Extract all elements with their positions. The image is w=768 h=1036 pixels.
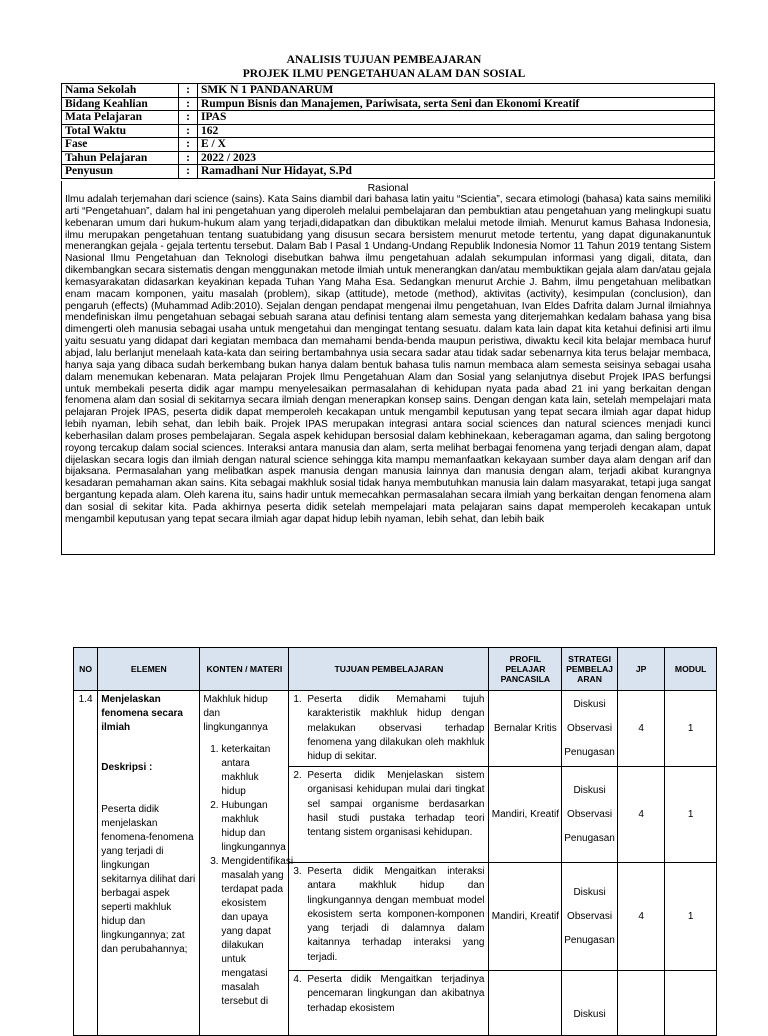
document-subtitle: PROJEK ILMU PENGETAHUAN ALAM DAN SOSIAL [242,68,526,80]
info-colon: : [179,138,198,152]
konten-cell [200,691,294,1036]
strategi-item: Diskusi [573,698,606,710]
header-strategi: STRATEGI PEMBELAJ ARAN [562,648,618,691]
tujuan-item: 3. Peserta didik Mengaitkan interaksi antara makhluk hidup dan lingkungannya dengan membuat model ekosistem serta komponen-komponen yang terjadi di dalamnya dalam kaitannya terhadap interaksi yang terjadi. [289,863,488,971]
info-key: Total Waktu [62,124,179,138]
jp-value: 4 [618,767,665,863]
modul-value: 1 [665,691,716,767]
strategi-item: Diskusi [573,886,606,898]
header-elemen: ELEMEN [98,648,200,691]
header-profil: PROFIL PELAJAR PANCASILA [489,648,562,691]
elemen-title: Menjelaskan fenomena secara ilmiah [101,694,183,733]
tujuan-item: 2. Peserta didik Menjelaskan sistem organisasi kehidupan mulai dari tingkat sel sampai organisme berdasarkan hasil studi pustaka terhadap teori tentang sistem organisasi kehidupan. [289,767,488,863]
strategi-item: Observasi [567,722,613,734]
strategi-group [562,863,617,971]
konten-item: 3. Mengidentifikasi masalah yang terdapat pada ekosistem dan upaya yang dapat dilakukan untuk mengatasi masalah tersebut di [221,855,285,1009]
strategi-item: Diskusi [573,784,606,796]
jp-cell [617,691,665,1036]
strategi-group [562,767,617,863]
strategi-item: Diskusi [573,1009,606,1020]
info-row [62,165,715,179]
info-key: Mata Pelajaran [62,111,179,125]
info-key: Nama Sekolah [62,84,179,98]
header-modul: MODUL [665,648,717,691]
elemen-cell [98,691,200,1036]
header-konten: KONTEN / MATERI [200,648,289,691]
rasional-text: Ilmu adalah terjemahan dari science (sains). Kata Sains diambil dari bahasa latin yaitu “Scientia”, secara etimologi (bahasa) kata sains memiliki arti “Pengetahuan”, dalam hal ini pengetahuan yang diperoleh melalui pembelajaran dan pembuktian atau pengetahuan yang melingkupi suatu kebenaran umum dari hukum-hukum alam yang terjadi,didapatkan dan dibuktikan melalui metode ilmiah. Menurut kamus Bahasa Indonesia, ilmu merupakan pengetahuan tentang suatubidang yang disusun secara bersistem menurut metode tertentu, yang dapat digunakanuntuk menerangkan gejala - gejala tertentu tersebut. Dalam Bab I Pasal 1 Undang-Undang Republik Indonesia Nomor 11 Tahun 2019 tentang Sistem Nasional Ilmu Pengetahuan dan Teknologi disebutkan bahwa ilmu pengetahuan adalah sekumpulan informasi yang digali, ditata, dan dikembangkan secara sistematis dengan menggunakan metode ilmiah untuk menerangkan dan/atau membuktikan gejala alam dan/atau gejala kemasyarakatan didasarkan keyakinan kepada Tuhan Yang Maha Esa. Sedangkan menurut Archie J. Bahm, ilmu pengetahuan melibatkan enam macam komponen, yaitu masalah (problem), sikap (attitude), metode (method), aktivitas (activity), kesimpulan (conclusion), dan pengaruh (effects) (Muhammad Adib:2010). Sejalan dengan pendapat mengenai ilmu pengetahuan, Ivan Eldes Dafrita dalam Jurnal ilmiahnya mendefiniskan ilmu pengetahuan sebagai sebuah sarana atau definisi tentang alam semesta yang diterjemahkan kedalam bahasa yang bisa dimengerti oleh manusia sebagai usaha untuk mengetahui dan mengingat tentang sesuatu. dalam kata lain dapat kita ketahui definisi arti ilmu yaitu sesuatu yang didapat dari kegiatan membaca dan memahami benda-benda maupun peristiwa, diwaktu kecil kita belajar membaca huruf abjad, lalu berlanjut menelaah kata-kata dan seiring bertambahnya usia secara sadar atau tidak sadar sebenarnya kita terus belajar membaca, hanya saja yang dibaca sudah berkembang bukan hanya dalam bentuk bahasa tulis namun membaca alam semesta seisinya sebagai usaha dalam menemukan kebenaran. Mata pelajaran Projek Ilmu Pengetahuan Alam dan Sosial yang selanjutnya disebut Projek IPAS berfungsi untuk membekali peserta didik agar mampu menyelesaikan permasalahan di kehidupan nyata pada abad 21 ini yang berkaitan dengan fenomena alam dan sosial di sekitarnya secara ilmiah dengan menerapkan konsep sains. Dengan dengan kata lain, setelah mempelajari mata pelajaran Projek IPAS, peserta didik dapat memperoleh kecakapan untuk mengambil keputusan yang tepat secara ilmiah agar dapat hidup lebih nyaman, lebih sehat, dan lebih baik. Projek IPAS merupakan integrasi antara social sciences dan natural sciences menjadi kunci keberhasilan dalam proses pembelajaran. Segala aspek kehidupan bersosial dalam kebhinekaan, keberagaman agama, dan saling bergotong royong tercakup dalam social sciences. Interaksi antara manusia dan alam, serta melihat berbagai fenomena yang terjadi dengan alam, dapat dijelaskan secara logis dan ilmiah dengan natural science sehingga kita mampu memanfaatkan kekayaan sumber daya alam dengan arif dan bijaksana. Permasalahan yang melibatkan aspek manusia dengan manusia lainnya dan manusia dengan alam, terjadi akibat kurangnya kesadaran pemahaman akan sains. Kita sebagai makhluk sosial tidak hanya membutuhkan manusia lain dalam masyarakat, tetapi juga sangat bergantung kepada alam. Oleh karena itu, sains hadir untuk memecahkan permasalahan secara ilmiah yang berkaitan dengan fenomena alam dan sosial di sekitar kita. Pada akhirnya peserta didik setelah mempelajari mata pelajaran sains dapat memperoleh kecakapan untuk mengambil keputusan yang tepat secara ilmiah agar dapat hidup lebih nyaman, lebih sehat, dan lebih baik [65,194,711,525]
info-colon: : [179,165,198,179]
info-row [62,97,715,111]
jp-value: 4 [618,691,665,767]
strategi-item: Observasi [567,910,613,922]
info-key: Penyusun [62,165,179,179]
modul-value: 1 [665,767,716,863]
konten-list [203,743,294,1009]
jp-value [618,971,665,1031]
table-row [74,691,717,1036]
info-row [62,111,715,125]
document-title: ANALISIS TUJUAN PEMBEAJARAN [286,54,482,66]
strategi-group [562,971,617,1031]
info-key: Tahun Pelajaran [62,151,179,165]
info-value: IPAS [198,111,715,125]
modul-value: 1 [665,863,716,971]
header-tujuan: TUJUAN PEMBELAJARAN [289,648,489,691]
info-row [62,151,715,165]
elemen-desc-label: Deskripsi : [101,762,153,773]
rasional-title: Rasional [367,182,409,194]
info-value: E / X [198,138,715,152]
header-no: NO [74,648,98,691]
strategi-group [562,691,617,767]
konten-item: 2. Hubungan makhluk hidup dan lingkungannya [221,799,285,855]
strategi-item: Observasi [567,808,613,820]
konten-item: 1. keterkaitan antara makhluk hidup [221,743,285,799]
info-colon: : [179,151,198,165]
info-row [62,138,715,152]
info-colon: : [179,84,198,98]
elemen-desc: Peserta didik menjelaskan fenomena-fenomena yang terjadi di lingkungan sekitarnya dilihat dari berbagai aspek seperti makhluk hidup dan lingkungannya; zat dan perubahannya; [101,804,196,955]
profil-cell [489,691,562,1036]
profil-value: Mandiri, Kreatif [489,863,561,971]
learning-goals-table [73,647,717,1036]
info-row [62,84,715,98]
info-value: Rumpun Bisnis dan Manajemen, Pariwisata, serta Seni dan Ekonomi Kreatif [198,97,715,111]
modul-value [665,971,716,1031]
info-value: Ramadhani Nur Hidayat, S.Pd [198,165,715,179]
profil-value: Mandiri, Kreatif [489,767,561,863]
info-key: Bidang Keahlian [62,97,179,111]
info-key: Fase [62,138,179,152]
strategi-item: Penugasan [564,832,615,844]
strategi-item: Penugasan [564,934,615,946]
info-value: 2022 / 2023 [198,151,715,165]
row-number: 1.4 [74,691,98,1036]
tujuan-cell [289,691,489,1036]
table-header-row [74,648,717,691]
info-row [62,124,715,138]
jp-value: 4 [618,863,665,971]
info-table [61,83,715,179]
profil-value: Bernalar Kritis [489,691,561,767]
info-colon: : [179,111,198,125]
modul-cell [665,691,717,1036]
info-value: 162 [198,124,715,138]
rasional-section [61,181,715,555]
profil-value [489,971,561,1031]
tujuan-item: 4. Peserta didik Mengaitkan terjadinya pencemaran lingkungan dan akibatnya terhadap ekosistem [293,974,485,1014]
strategi-item: Penugasan [564,746,615,758]
info-colon: : [179,97,198,111]
header-jp: JP [617,648,665,691]
info-colon: : [179,124,198,138]
konten-intro: Makhluk hidup dan lingkungannya [203,694,268,733]
strategi-cell [562,691,618,1036]
tujuan-item: 1. Peserta didik Memahami tujuh karakteristik makhluk hidup dengan melakukan observasi terhadap fenomena yang dilakukan oleh makhluk hidup di sekitar. [289,691,488,767]
info-value: SMK N 1 PANDANARUM [198,84,715,98]
